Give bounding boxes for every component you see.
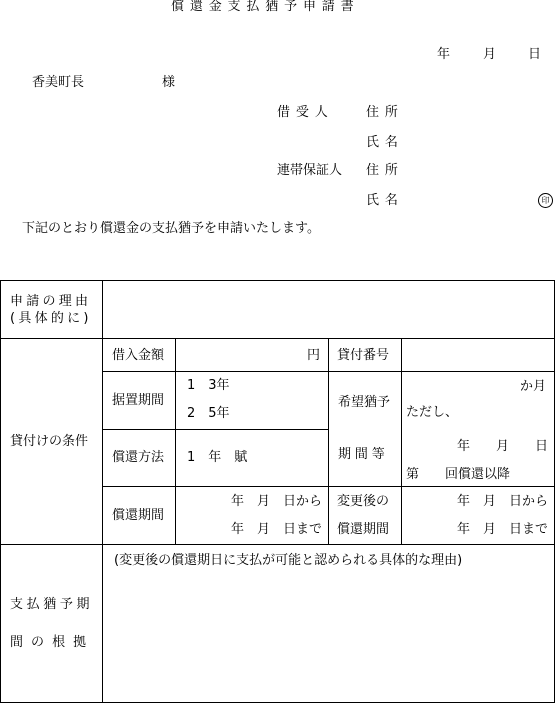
reason-row xyxy=(1,281,555,339)
months-unit: か月 xyxy=(519,379,546,394)
date-day-label: 日 xyxy=(528,47,542,62)
guarantor-name-label: 氏名 xyxy=(366,193,404,208)
loan-number-label-cell xyxy=(329,339,402,372)
changed-period-label-cell xyxy=(329,487,402,545)
seal-glyph: 印 xyxy=(538,193,553,208)
date-year-label: 年 xyxy=(437,47,451,62)
reason-input-cell[interactable] xyxy=(103,281,555,339)
guarantor-address-label: 住所 xyxy=(366,163,404,178)
conditions-label-cell xyxy=(1,339,103,545)
application-form-table xyxy=(0,280,555,703)
guarantor-label: 連帯保証人 xyxy=(277,163,343,178)
loan-amount-row xyxy=(1,339,555,372)
borrower-address-label: 住所 xyxy=(366,105,404,120)
desired-deferment-label-line1: 希望猶予 xyxy=(338,395,391,410)
borrower-label: 借受人 xyxy=(277,105,334,120)
loan-amount-label: 借入金額 xyxy=(112,347,165,363)
deferment-option-3yr[interactable]: 1 3年 xyxy=(187,378,230,394)
document-title: 償還金支払猶予申請書 xyxy=(171,0,360,14)
deferment-option-5yr[interactable]: 2 5年 xyxy=(187,406,230,422)
reason-label-cell xyxy=(1,281,103,339)
changed-period-label-line1: 変更後の xyxy=(337,493,390,509)
deferment-period-options-cell[interactable] xyxy=(176,372,329,430)
basis-label-line1: 支払猶予期 xyxy=(10,596,94,612)
basis-label-cell xyxy=(1,545,103,703)
changed-period-input-cell[interactable] xyxy=(402,487,555,545)
repayment-method-value-cell xyxy=(176,429,329,487)
changed-period-label-line2: 償還期間 xyxy=(337,521,390,537)
repayment-period-to: 年 月 日まで xyxy=(230,521,322,537)
desired-deferment-input-cell[interactable] xyxy=(402,372,555,487)
from-date-ymd: 年 月 日 xyxy=(456,439,548,454)
deferment-period-label: 据置期間 xyxy=(112,392,165,408)
reason-label-line2: (具体的に) xyxy=(10,310,92,326)
repayment-period-from: 年 月 日から xyxy=(230,493,322,509)
however-text: ただし、 xyxy=(406,405,459,420)
loan-amount-label-cell xyxy=(103,339,176,372)
deferment-period-label-cell xyxy=(103,372,176,430)
addressee-honorific: 様 xyxy=(162,75,176,90)
desired-deferment-label-line2: 期間等 xyxy=(338,447,389,462)
repayment-method-label-cell xyxy=(103,429,176,487)
loan-number-label: 貸付番号 xyxy=(337,347,390,363)
repayment-period-label-cell xyxy=(103,487,176,545)
addressee: 香美町長 xyxy=(32,75,85,90)
basis-label-line2: 間の根拠 xyxy=(10,634,95,650)
yen-unit: 円 xyxy=(306,347,320,363)
basis-row xyxy=(1,545,555,703)
repayment-period-label: 償還期間 xyxy=(112,508,165,523)
changed-period-to: 年 月 日まで xyxy=(456,521,548,537)
nth-repayment-text: 第 回償還以降 xyxy=(406,467,511,482)
repayment-method-label: 償還方法 xyxy=(112,450,165,466)
basis-hint: (変更後の償還期日に支払が可能と認められる具体的な理由) xyxy=(114,553,463,568)
borrower-name-label: 氏名 xyxy=(366,135,404,150)
repayment-period-input-cell[interactable] xyxy=(176,487,329,545)
application-statement: 下記のとおり償還金の支払猶予を申請いたします。 xyxy=(22,221,320,236)
reason-label-line1: 申請の理由 xyxy=(10,293,92,309)
seal-mark xyxy=(538,193,553,208)
desired-deferment-label-cell xyxy=(329,372,402,487)
date-month-label: 月 xyxy=(483,47,497,62)
repayment-method-value: 1 年 賦 xyxy=(187,450,248,466)
basis-input-cell[interactable] xyxy=(103,545,555,703)
conditions-label: 貸付けの条件 xyxy=(10,434,89,449)
changed-period-from: 年 月 日から xyxy=(456,493,548,509)
loan-number-input-cell[interactable] xyxy=(402,339,555,372)
loan-amount-input-cell[interactable] xyxy=(176,339,329,372)
